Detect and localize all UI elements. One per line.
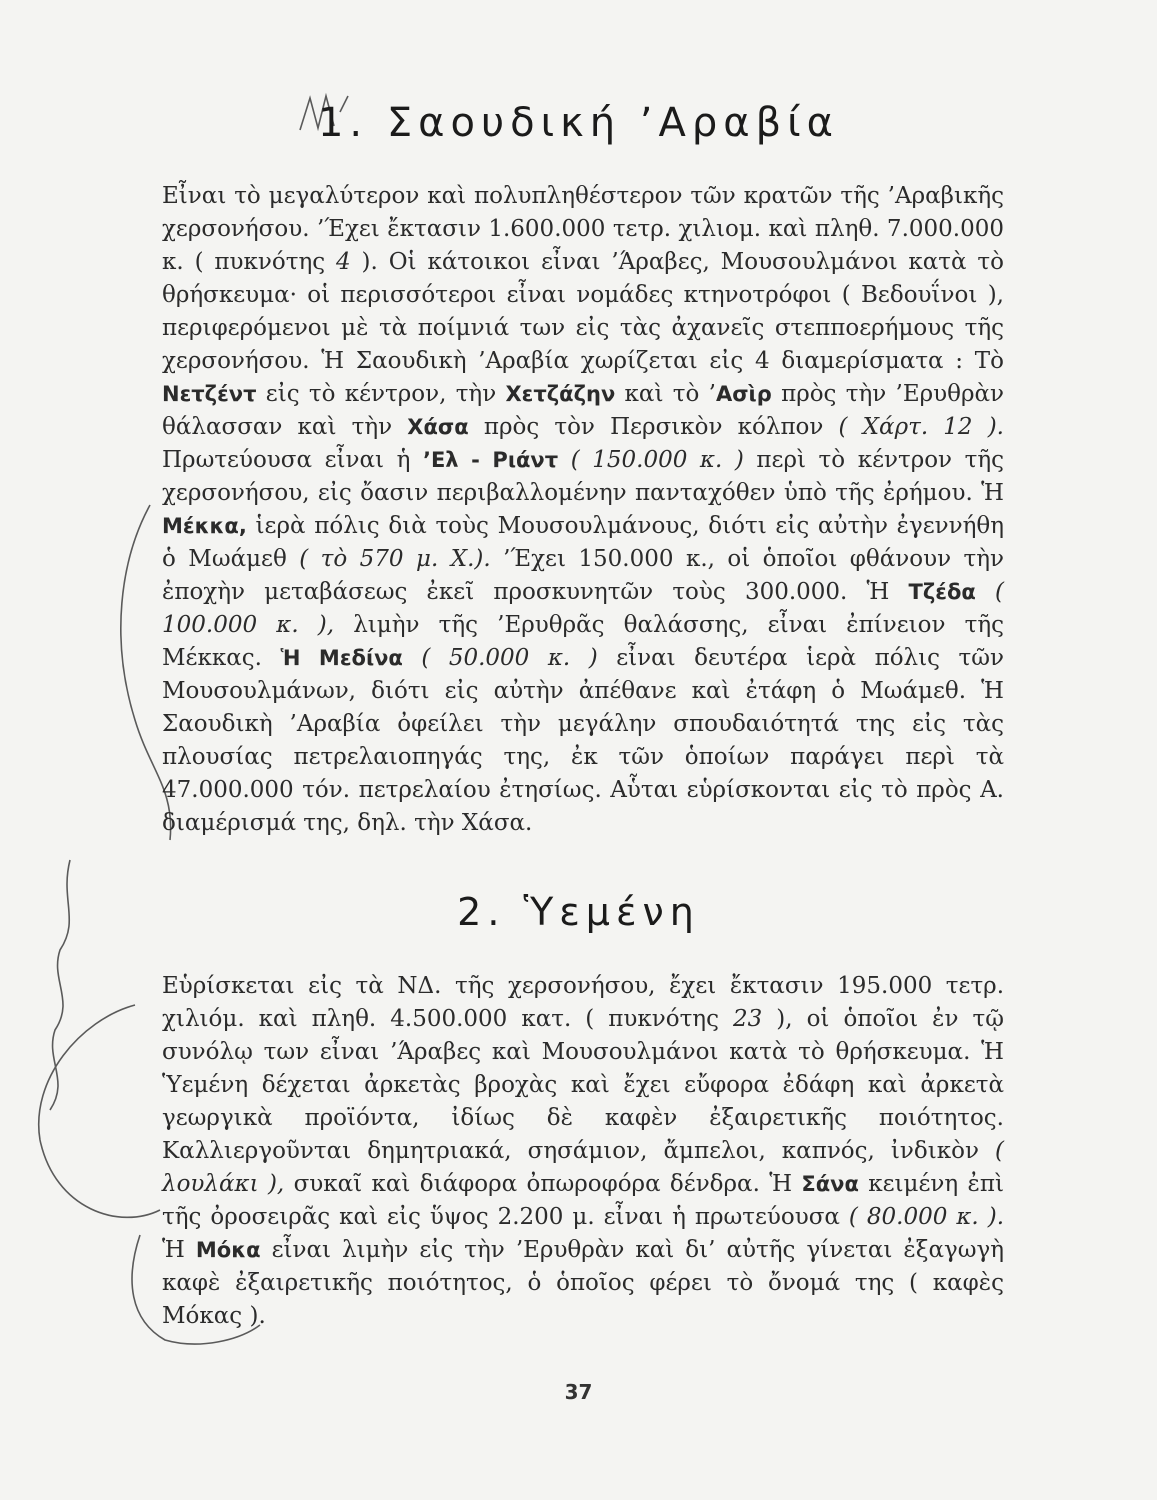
section-title-yemen: 2. Ὑεμένη xyxy=(457,890,700,934)
text-run: εἶναι δευτέρα ἱερὰ πόλις τῶν Μουσουλμάνων, διότι εἰς αὐτὴν ἀπέθανε καὶ ἐτάφη ὁ Μωάμεθ. Ἡ Σαουδικὴ ’Αραβία ὀφείλει τὴν μεγάλην σπουδαιότητά της εἰς τὰς πλουσίας πετρελαιοπηγάς της, ἐκ τῶν ὁποίων παράγει περὶ τὰ 47.000.000 τόν. πετρελαίου ἐτησίως. Αὗται εὑρίσκονται εἰς τὸ πρὸς Α. διαμέρισμά της, δηλ. τὴν Χάσα. xyxy=(162,645,1004,836)
text-run: λιμὴν τῆς ’Ερυθρᾶς θαλάσσης, εἶναι ἐπίνειον τῆς Μέκκας. xyxy=(162,612,1004,671)
text-run: συκαῖ καὶ διάφορα ὀπωροφόρα δένδρα. Ἡ xyxy=(284,1171,802,1197)
sana-population: ( 80.000 κ. ). xyxy=(848,1204,1004,1230)
text-run: Εἶναι τὸ μεγαλύτερον καὶ πολυπληθέστερον τῶν κρατῶν τῆς ’Αραβικῆς χερσονήσου. ’Έχει ἔκτασιν 1.600.000 τετρ. χιλιομ. καὶ πληθ. 7.000.000 κ. ( πυκνότης xyxy=(162,183,1004,275)
text-run: ), οἱ ὁποῖοι ἐν τῷ συνόλῳ των εἶναι ’Άραβες καὶ Μουσουλμάνοι κατὰ τὸ θρήσκευμα. Ἡ Ὑεμένη δέχεται ἀρκετὰς βροχὰς καὶ ἔχει εὔφορα ἐδάφη καὶ ἀρκετὰ γεωργικὰ προϊόντα, ἰδίως δὲ καφὲν ἐξαιρετικῆς ποιότητος. Καλλιεργοῦνται δημητριακά, σησάμιον, ἄμπελοι, καπνός, ἰνδικὸν xyxy=(162,1006,1004,1164)
text-run: περὶ τὸ κέντρον τῆς χερσονήσου, εἰς ὄασιν περιβαλλομένην πανταχόθεν ὑπὸ τῆς ἐρήμου. Ἡ xyxy=(162,447,1004,506)
density-value: 23 xyxy=(732,1006,763,1032)
text-run: Ἡ xyxy=(162,1237,196,1263)
text-run: ’Έχει 150.000 κ., οἱ ὁποῖοι φθάνουν τὴν ἐποχὴν μεταβάσεως ἐκεῖ προσκυνητῶν τοὺς 300.000. Ἡ xyxy=(162,546,1004,605)
text-run: εἶναι λιμὴν εἰς τὴν ’Ερυθρὰν καὶ δι’ αὐτῆς γίνεται ἐξαγωγὴ καφὲ ἐξαιρετικῆς ποιότητος, ὁ ὁποῖος φέρει τὸ ὄνομά της ( καφὲς Μόκας ). xyxy=(162,1237,1005,1329)
paragraph-yemen xyxy=(162,970,1004,1333)
text-run: εἰς τὸ κέντρον, τὴν xyxy=(256,381,506,407)
text-run: πρὸς τὴν ’Ερυθρὰν θάλασσαν καὶ τὴν xyxy=(162,381,1004,440)
map-reference: ( Χάρτ. 12 ). xyxy=(838,414,1004,440)
text-run: ). Οἱ κάτοικοι εἶναι ’Άραβες, Μουσουλμάνοι κατὰ τὸ θρήσκευμα· οἱ περισσότεροι εἶναι νομάδες κτηνοτρόφοι ( Βεδουΐνοι ), περιφερόμενοι μὲ τὰ ποίμνιά των εἰς τὰς ἀχανεῖς στεπποερήμους τῆς χερσονήσου. Ἡ Σαουδικὴ ’Αραβία χωρίζεται εἰς 4 διαμερίσματα : Τὸ xyxy=(162,249,1004,374)
text-run: πρὸς τὸν Περσικὸν κόλπον xyxy=(468,414,839,440)
medina-population: ( 50.000 κ. ) xyxy=(402,645,617,671)
density-value: 4 xyxy=(336,249,351,275)
indigo-note: ( λουλάκι ), xyxy=(162,1138,1004,1197)
place-sana: Σάνα xyxy=(801,1172,859,1196)
jeddah-population: ( 100.000 κ. ), xyxy=(162,579,1004,638)
place-hejaz: Χετζάζην xyxy=(505,382,616,406)
text-run: Πρωτεύουσα εἶναι ἡ xyxy=(162,447,423,473)
place-mecca: Μέκκα, xyxy=(162,514,247,538)
page-number: 37 xyxy=(564,1380,593,1404)
text-run: κειμένη ἐπὶ τῆς ὀροσειρᾶς καὶ εἰς ὕψος 2.200 μ. εἶναι ἡ πρωτεύουσα xyxy=(162,1171,1004,1230)
place-hasa: Χάσα xyxy=(407,415,469,439)
place-jeddah: Τζέδα xyxy=(908,580,976,604)
riyadh-population: ( 150.000 κ. ) xyxy=(558,447,757,473)
paragraph-saudi-arabia xyxy=(162,180,1004,840)
place-medina: Ἡ Μεδίνα xyxy=(280,646,403,670)
text-run: ἱερὰ πόλις διὰ τοὺς Μουσουλμάνους, διότι εἰς αὐτὴν ἐγεννήθη ὁ Μωάμεθ xyxy=(162,513,1004,572)
text-run: καὶ τὸ ’ xyxy=(615,381,716,407)
place-nejd: Νετζέντ xyxy=(162,382,257,406)
text-run: Εὑρίσκεται εἰς τὰ ΝΔ. τῆς χερσονήσου, ἔχει ἔκτασιν 195.000 τετρ. χιλιόμ. καὶ πληθ. 4.500.000 κατ. ( πυκνότης xyxy=(162,973,1004,1032)
section-title-saudi-arabia: 1. Σαουδική ’Αραβία xyxy=(317,100,840,146)
place-riyadh: ’Ελ - Ριάντ xyxy=(422,448,559,472)
place-asir: Ασὶρ xyxy=(715,382,772,406)
place-mocha: Μόκα xyxy=(195,1238,261,1262)
mecca-year: ( τὸ 570 μ. Χ.). xyxy=(299,546,491,572)
pencil-margin-loop xyxy=(39,1005,160,1217)
